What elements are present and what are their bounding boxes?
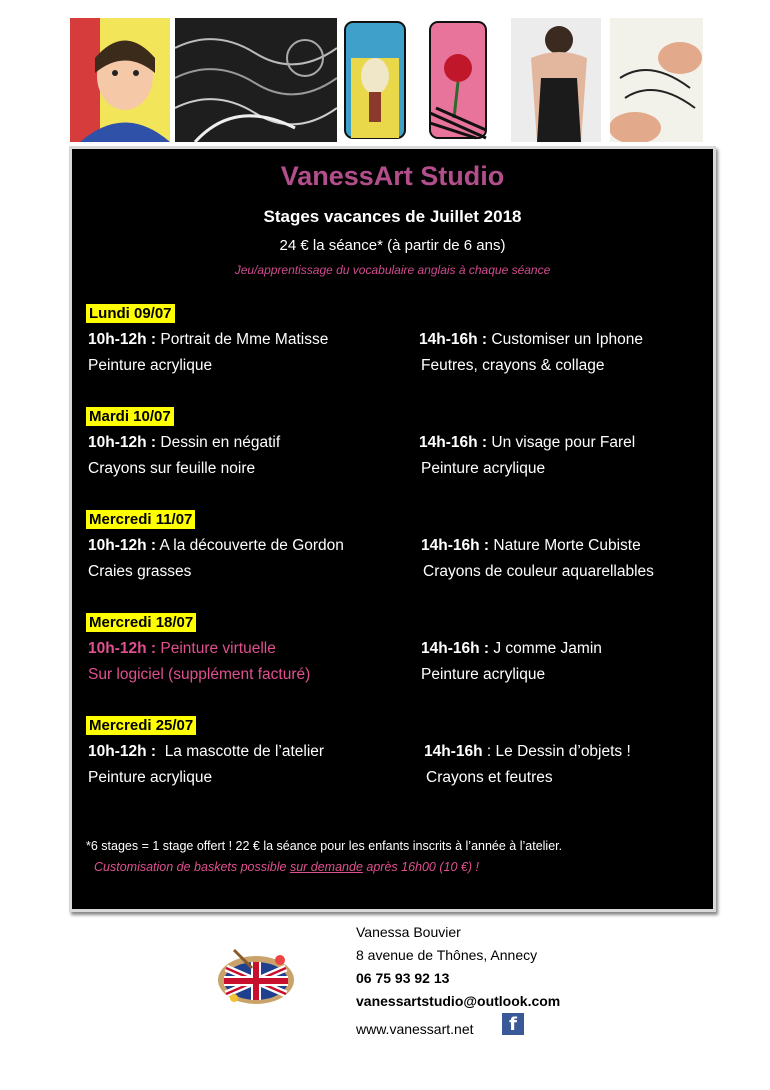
website-link[interactable]: www.vanessart.net bbox=[356, 1021, 474, 1037]
afternoon-session: 14h-16h : Nature Morte Cubiste bbox=[421, 537, 641, 554]
footnote-offer: *6 stages = 1 stage offert ! 22 € la séance pour les enfants inscrits à l’année à l’atelier. bbox=[86, 839, 563, 853]
poster-subtitle: Stages vacances de Juillet 2018 bbox=[263, 207, 522, 226]
rose-phone-case-image bbox=[426, 18, 490, 142]
woman-back-photo bbox=[511, 18, 601, 142]
palette-uk-flag-logo bbox=[214, 946, 296, 1008]
contact-email[interactable]: vanessartstudio@outlook.com bbox=[356, 993, 561, 1009]
hand-drawing-photo bbox=[610, 18, 703, 142]
morning-session: 10h-12h : La mascotte de l’atelier bbox=[88, 743, 325, 760]
afternoon-medium: Peinture acrylique bbox=[421, 460, 546, 477]
day-label: Lundi 09/07 bbox=[86, 304, 175, 323]
poster-title: VanessArt Studio bbox=[280, 161, 505, 191]
day-label: Mercredi 25/07 bbox=[86, 716, 196, 735]
afternoon-session: 14h-16h : Le Dessin d’objets ! bbox=[424, 743, 631, 760]
morning-session: 10h-12h : Dessin en négatif bbox=[88, 434, 281, 451]
price-line: 24 € la séance* (à partir de 6 ans) bbox=[279, 237, 506, 254]
facebook-icon[interactable]: f bbox=[502, 1013, 524, 1035]
morning-session: 10h-12h : Portrait de Mme Matisse bbox=[88, 331, 329, 348]
afternoon-session: 14h-16h : J comme Jamin bbox=[421, 640, 602, 657]
workshop-poster bbox=[69, 146, 716, 912]
english-vocab-note: Jeu/apprentissage du vocabulaire anglais à chaque séance bbox=[234, 263, 551, 277]
day-label: Mercredi 18/07 bbox=[86, 613, 196, 632]
morning-medium: Craies grasses bbox=[88, 563, 192, 580]
contact-phone[interactable]: 06 75 93 92 13 bbox=[356, 970, 450, 986]
basket-customisation-note: Customisation de baskets possible sur demande après 16h00 (10 €) ! bbox=[94, 860, 479, 874]
on-request-text: sur demande bbox=[289, 860, 363, 874]
morning-session: 10h-12h : Peinture virtuelle bbox=[88, 640, 276, 657]
day-label: Mardi 10/07 bbox=[86, 407, 174, 426]
black-scratch-drawing-image bbox=[175, 18, 337, 142]
morning-medium: Sur logiciel (supplément facturé) bbox=[88, 666, 311, 683]
morning-medium: Crayons sur feuille noire bbox=[88, 460, 256, 477]
afternoon-medium: Crayons de couleur aquarellables bbox=[423, 563, 654, 580]
afternoon-session: 14h-16h : Customiser un Iphone bbox=[419, 331, 644, 348]
afternoon-medium: Feutres, crayons & collage bbox=[421, 357, 605, 374]
morning-session: 10h-12h : A la découverte de Gordon bbox=[88, 537, 344, 554]
afternoon-session: 14h-16h : Un visage pour Farel bbox=[419, 434, 636, 451]
afternoon-medium: Peinture acrylique bbox=[421, 666, 546, 683]
matisse-portrait-image bbox=[70, 18, 170, 142]
contact-address: 8 avenue de Thônes, Annecy bbox=[356, 947, 538, 963]
afternoon-medium: Crayons et feutres bbox=[426, 769, 553, 786]
ice-cream-phone-case-image bbox=[341, 18, 410, 142]
morning-medium: Peinture acrylique bbox=[88, 769, 213, 786]
day-label: Mercredi 11/07 bbox=[86, 510, 195, 529]
morning-medium: Peinture acrylique bbox=[88, 357, 213, 374]
contact-name: Vanessa Bouvier bbox=[356, 924, 461, 940]
